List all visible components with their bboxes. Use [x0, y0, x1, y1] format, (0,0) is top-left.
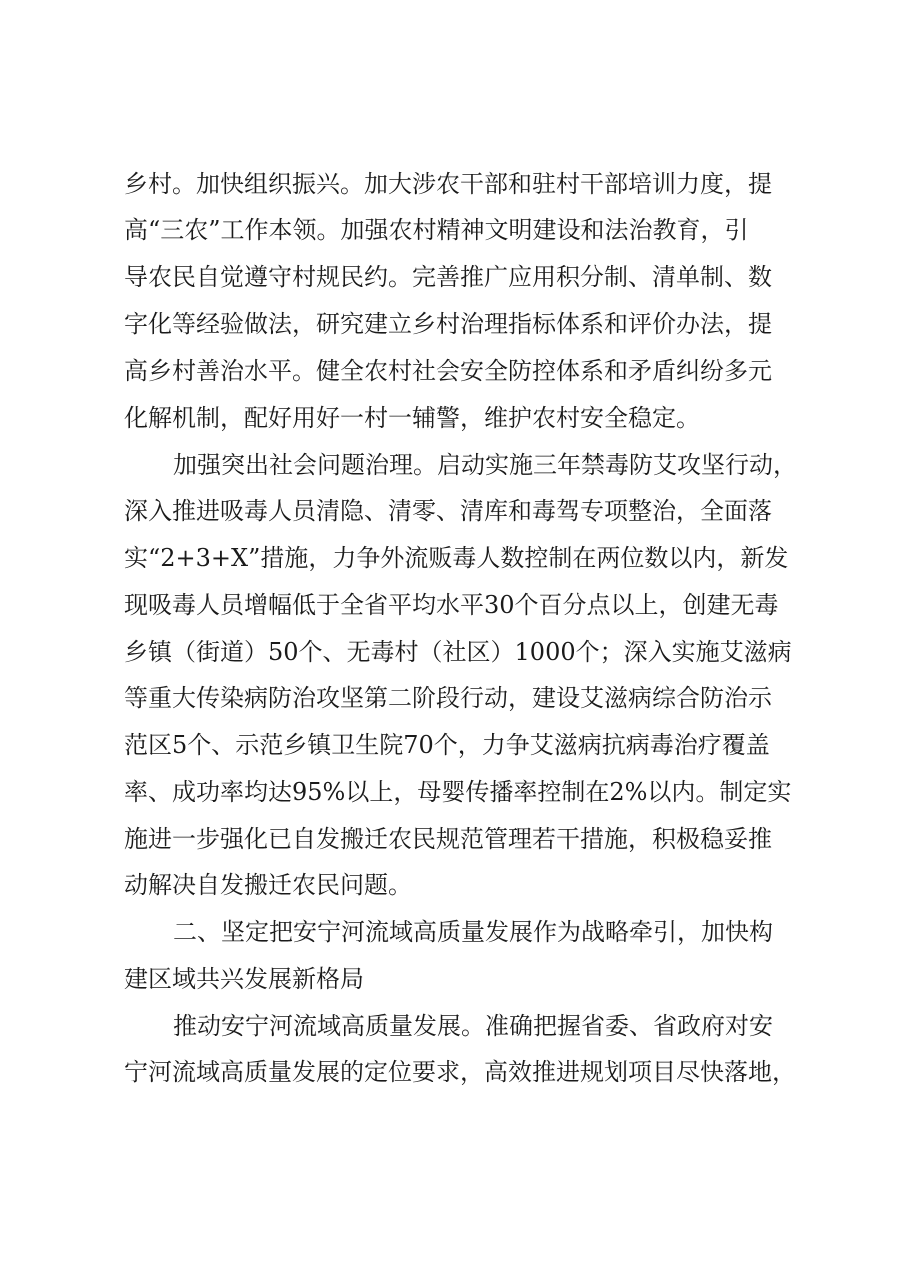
- text-line: 高乡村善治水平。健全农村社会安全防控体系和矛盾纠纷多元: [124, 357, 772, 385]
- text-line: 动解决自发搬迁农民问题。: [124, 871, 412, 899]
- text-line: 现吸毒人员增幅低于全省平均水平30个百分点以上，创建无毒: [124, 591, 779, 619]
- text-line: 高“三农”工作本领。加强农村精神文明建设和法治教育，引: [124, 216, 749, 244]
- paragraph-first-line: 加强突出社会问题治理。启动实施三年禁毒防艾攻坚行动，: [173, 451, 797, 479]
- text-line: 宁河流域高质量发展的定位要求，高效推进规划项目尽快落地，: [124, 1058, 796, 1086]
- text-line: 乡村。加快组织振兴。加大涉农干部和驻村干部培训力度，提: [124, 170, 772, 198]
- text-line: 化解机制，配好用好一村一辅警，维护农村安全稳定。: [124, 404, 700, 432]
- text-line: 等重大传染病防治攻坚第二阶段行动，建设艾滋病综合防治示: [124, 684, 772, 712]
- section-heading-line: 二、坚定把安宁河流域高质量发展作为战略牵引，加快构: [173, 918, 773, 946]
- text-line: 率、成功率均达95%以上，母婴传播率控制在2%以内。制定实: [124, 778, 792, 806]
- text-line: 导农民自觉遵守村规民约。完善推广应用积分制、清单制、数: [124, 263, 772, 291]
- text-line: 乡镇（街道）50个、无毒村（社区）1000个；深入实施艾滋病: [124, 638, 792, 666]
- text-line: 实“2+3+X”措施，力争外流贩毒人数控制在两位数以内，新发: [124, 544, 789, 572]
- text-line: 施进一步强化已自发搬迁农民规范管理若干措施，积极稳妥推: [124, 825, 772, 853]
- section-heading-line: 建区域共兴发展新格局: [124, 965, 364, 993]
- paragraph-first-line: 推动安宁河流域高质量发展。准确把握省委、省政府对安: [173, 1012, 773, 1040]
- text-line: 深入推进吸毒人员清隐、清零、清库和毒驾专项整治，全面落: [124, 497, 772, 525]
- text-line: 字化等经验做法，研究建立乡村治理指标体系和评价办法，提: [124, 310, 772, 338]
- text-line: 范区5个、示范乡镇卫生院70个，力争艾滋病抗病毒治疗覆盖: [124, 731, 770, 759]
